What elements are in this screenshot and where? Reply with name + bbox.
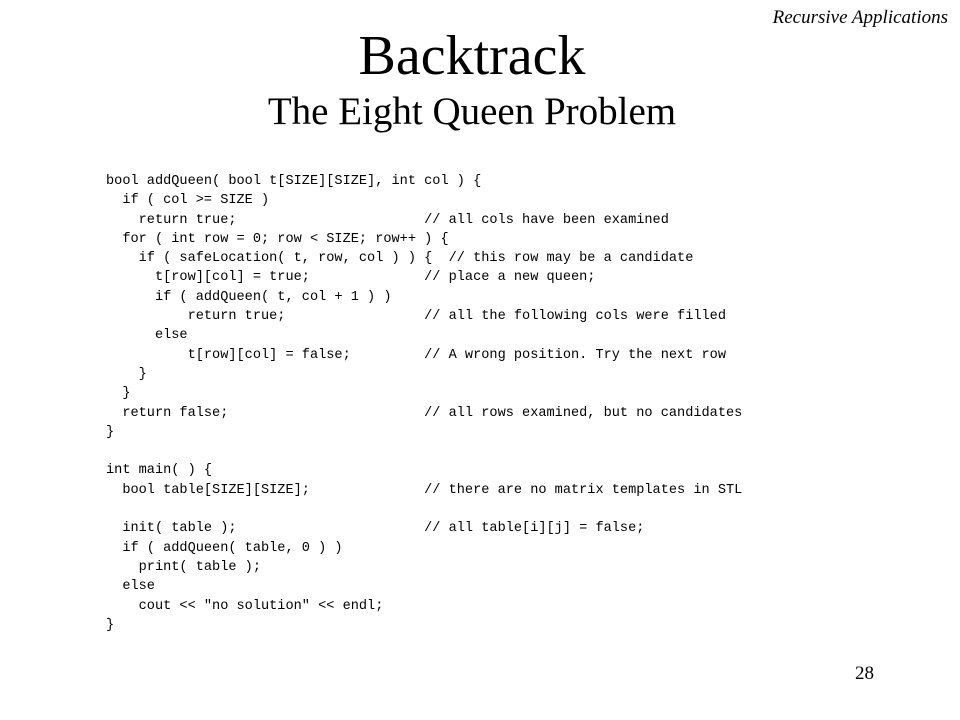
code-line: } <box>106 386 131 402</box>
code-line: int main( ) { <box>106 463 213 479</box>
code-line: } <box>106 424 115 440</box>
code-line: } <box>106 366 147 382</box>
code-line: if ( addQueen( table, 0 ) ) <box>106 540 343 556</box>
code-line: t[row][col] = true; // place a new queen; <box>106 270 596 286</box>
section-label: Recursive Applications <box>772 7 948 28</box>
code-line: t[row][col] = false; // A wrong position. Try the next row <box>106 347 726 363</box>
page-number: 28 <box>855 663 874 684</box>
code-line: bool table[SIZE][SIZE]; // there are no matrix templates in STL <box>106 482 743 498</box>
code-line <box>106 500 742 519</box>
code-line: return true; // all cols have been examined <box>106 212 669 228</box>
code-line: print( table ); <box>106 559 261 575</box>
code-line: bool addQueen( bool t[SIZE][SIZE], int col ) { <box>106 174 482 189</box>
code-line: for ( int row = 0; row < SIZE; row++ ) { <box>106 231 449 247</box>
code-line: return true; // all the following cols were filled <box>106 309 726 325</box>
code-line <box>106 442 742 461</box>
code-line: if ( addQueen( t, col + 1 ) ) <box>106 289 392 305</box>
code-line: if ( col >= SIZE ) <box>106 193 270 209</box>
slide-subtitle: The Eight Queen Problem <box>267 90 677 133</box>
code-line: if ( safeLocation( t, row, col ) ) { // this row may be a candidate <box>106 251 694 267</box>
code-line: init( table ); // all table[i][j] = false; <box>106 521 645 537</box>
code-block <box>106 172 742 635</box>
code-line: else <box>106 579 155 595</box>
code-line: } <box>106 617 115 633</box>
code-line: return false; // all rows examined, but no candidates <box>106 405 743 421</box>
code-line: else <box>106 328 188 344</box>
code-line: cout << "no solution" << endl; <box>106 598 384 614</box>
slide-title: Backtrack <box>358 25 586 87</box>
